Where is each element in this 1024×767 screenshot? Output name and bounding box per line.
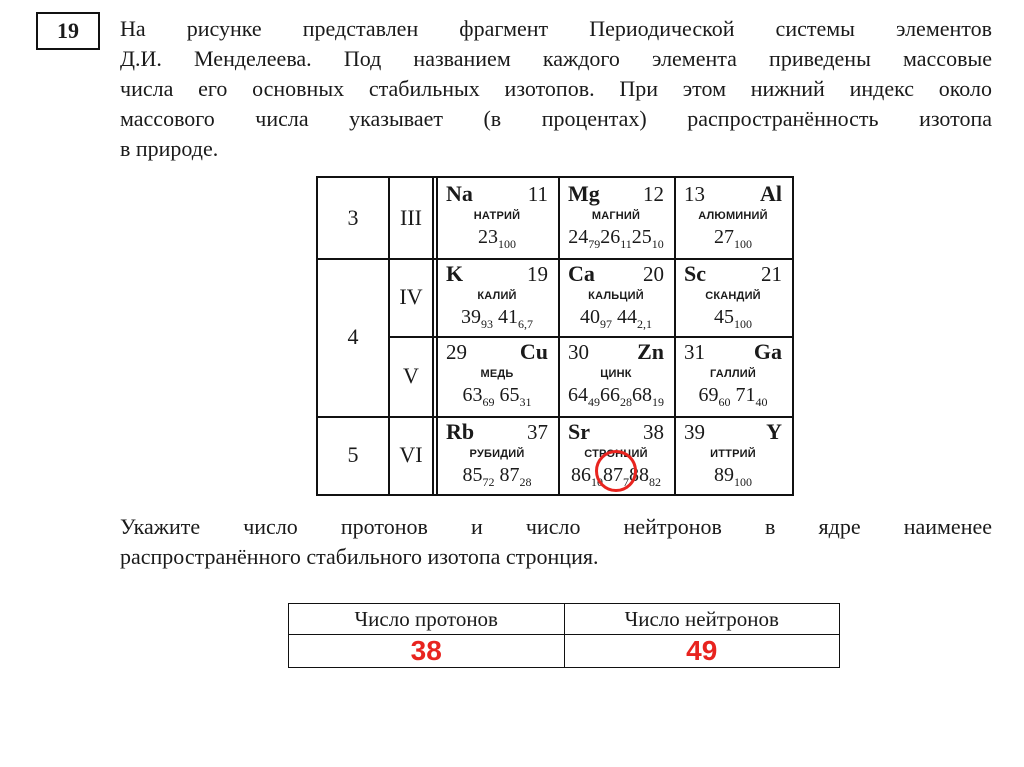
- element-cell: [678, 258, 788, 336]
- atomic-number: 20: [643, 262, 664, 286]
- task-intro: [120, 14, 992, 164]
- element-symbol: Al: [760, 181, 782, 206]
- atomic-number: 37: [527, 420, 548, 444]
- isotope-abundance: 28: [519, 475, 532, 489]
- isotope: $65_{31}$: [499, 384, 532, 409]
- answer-neutrons[interactable]: 49: [564, 635, 840, 668]
- element-cell: [440, 178, 554, 258]
- isotope-abundance: 79: [588, 237, 601, 251]
- isotope-abundance: 97: [600, 317, 612, 331]
- isotope: $25_{10}$: [631, 226, 664, 251]
- period-label: 5: [347, 442, 359, 467]
- element-name: КАЛЬЦИЙ: [588, 290, 644, 302]
- element-symbol: Y: [766, 419, 782, 444]
- isotope-list: [678, 226, 788, 252]
- isotope: $41_{6,7}$: [498, 306, 533, 331]
- isotope: $24_{79}$: [568, 226, 601, 251]
- isotope-list: [678, 306, 788, 332]
- element-symbol: Sr: [568, 419, 590, 444]
- isotope-abundance: 40: [755, 395, 768, 409]
- isotope-abundance: 82: [649, 475, 661, 489]
- atomic-number: 19: [527, 262, 548, 286]
- element-symbol: Mg: [568, 181, 600, 206]
- isotope-list: [562, 306, 670, 332]
- element-cell: [562, 336, 670, 416]
- task-number: 19: [57, 18, 79, 43]
- isotope: $27_{100}$: [714, 226, 752, 251]
- header-neutrons: Число нейтронов: [564, 604, 840, 635]
- isotope-abundance: 31: [519, 395, 532, 409]
- isotope-abundance: 10: [591, 475, 603, 489]
- element-symbol: Sc: [684, 261, 706, 286]
- periodic-table-fragment: [316, 176, 794, 496]
- isotope-list: [440, 226, 554, 252]
- isotope-abundance: 19: [652, 395, 664, 409]
- isotope: $68_{19}$: [632, 384, 664, 409]
- intro-line: массового числа указывает (в процентах) распространённость изотопа: [120, 106, 992, 131]
- isotope-list: [440, 384, 554, 410]
- element-name: НАТРИЙ: [473, 210, 521, 222]
- isotope: $23_{100}$: [478, 226, 516, 251]
- isotope: $87_7$: [603, 464, 629, 489]
- atomic-number: 30: [568, 340, 589, 364]
- isotope-abundance: 7: [623, 475, 629, 489]
- isotope-abundance: 100: [498, 237, 516, 251]
- element-name: ИТТРИЙ: [710, 448, 756, 460]
- isotope-list: [562, 384, 670, 410]
- element-name: СКАНДИЙ: [705, 290, 761, 302]
- element-cell: [562, 258, 670, 336]
- task-question: [120, 512, 992, 572]
- isotope-abundance: 100: [734, 237, 752, 251]
- element-cell: [440, 336, 554, 416]
- highlight-circle: [595, 450, 637, 492]
- row-label: V: [403, 363, 419, 388]
- element-cell: [678, 178, 788, 258]
- isotope-abundance: 49: [588, 395, 600, 409]
- isotope: $66_{28}$: [600, 384, 632, 409]
- element-symbol: Ga: [753, 339, 782, 364]
- question-line: Укажите число протонов и число нейтронов в ядре наименее: [120, 514, 992, 539]
- isotope-abundance: 6,7: [518, 317, 533, 331]
- atomic-number: 39: [684, 420, 705, 444]
- element-name: МЕДЬ: [480, 368, 514, 380]
- element-symbol: Cu: [519, 339, 548, 364]
- isotope: $85_{72}$: [462, 464, 495, 489]
- answer-protons[interactable]: 38: [289, 635, 565, 668]
- element-name: КАЛИЙ: [477, 290, 517, 302]
- row-label: IV: [399, 284, 423, 309]
- question-line: распространённого стабильного изотопа стронция.: [120, 544, 599, 569]
- element-cell: [678, 416, 788, 494]
- isotope-abundance: 100: [734, 475, 752, 489]
- isotope-abundance: 72: [482, 475, 495, 489]
- element-cell: [440, 416, 554, 494]
- element-symbol: Na: [446, 181, 473, 206]
- isotope: $87_{28}$: [499, 464, 532, 489]
- isotope-abundance: 10: [651, 237, 664, 251]
- row-label: VI: [399, 442, 423, 467]
- isotope-list: [562, 226, 670, 252]
- isotope-list: [678, 464, 788, 490]
- element-symbol: Ca: [568, 261, 595, 286]
- isotope: $86_{10}$: [571, 464, 603, 489]
- intro-line: На рисунке представлен фрагмент Периодической системы элементов: [120, 16, 992, 41]
- atomic-number: 31: [684, 340, 705, 364]
- element-name: МАГНИЙ: [591, 210, 641, 222]
- isotope-abundance: 2,1: [637, 317, 652, 331]
- isotope: $89_{100}$: [714, 464, 752, 489]
- isotope: $71_{40}$: [735, 384, 768, 409]
- period-label: 4: [347, 324, 359, 349]
- isotope-abundance: 93: [481, 317, 493, 331]
- task-number-box: [36, 12, 100, 50]
- header-protons: Число протонов: [289, 604, 565, 635]
- answer-table: [288, 603, 840, 668]
- intro-line: Д.И. Менделеева. Под названием каждого элемента приведены массовые: [120, 46, 992, 71]
- isotope: $39_{93}$: [461, 306, 493, 331]
- isotope: $69_{60}$: [698, 384, 731, 409]
- isotope-abundance: 60: [718, 395, 731, 409]
- intro-line: числа его основных стабильных изотопов. При этом нижний индекс около: [120, 76, 992, 101]
- isotope: $88_{82}$: [629, 464, 661, 489]
- atomic-number: 38: [643, 420, 664, 444]
- isotope: $26_{11}$: [600, 226, 632, 251]
- isotope: $40_{97}$: [580, 306, 612, 331]
- element-symbol: Rb: [446, 419, 475, 444]
- atomic-number: 12: [643, 182, 664, 206]
- atomic-number: 21: [761, 262, 782, 286]
- isotope: $63_{69}$: [462, 384, 495, 409]
- atomic-number: 13: [684, 182, 705, 206]
- period-label: 3: [347, 205, 359, 230]
- element-name: ЦИНК: [600, 368, 632, 380]
- element-name: СТРОНЦИЙ: [584, 448, 648, 460]
- element-name: РУБИДИЙ: [469, 448, 525, 460]
- isotope-list: [440, 464, 554, 490]
- isotope: $64_{49}$: [568, 384, 600, 409]
- isotope: $45_{100}$: [714, 306, 752, 331]
- element-cell: [678, 336, 788, 416]
- element-name: АЛЮМИНИЙ: [698, 210, 768, 222]
- element-cell: [562, 178, 670, 258]
- isotope-list: [440, 306, 554, 332]
- isotope-abundance: 69: [482, 395, 495, 409]
- element-cell: [440, 258, 554, 336]
- isotope-abundance: 28: [620, 395, 632, 409]
- isotope: $44_{2,1}$: [617, 306, 652, 331]
- element-symbol: Zn: [637, 339, 664, 364]
- row-label: III: [400, 205, 422, 230]
- element-name: ГАЛЛИЙ: [709, 368, 757, 380]
- element-symbol: K: [446, 261, 464, 286]
- intro-line: в природе.: [120, 136, 219, 161]
- atomic-number: 11: [527, 182, 548, 206]
- isotope-list: [678, 384, 788, 410]
- isotope-abundance: 100: [734, 317, 752, 331]
- isotope-abundance: 11: [620, 237, 632, 251]
- atomic-number: 29: [446, 340, 467, 364]
